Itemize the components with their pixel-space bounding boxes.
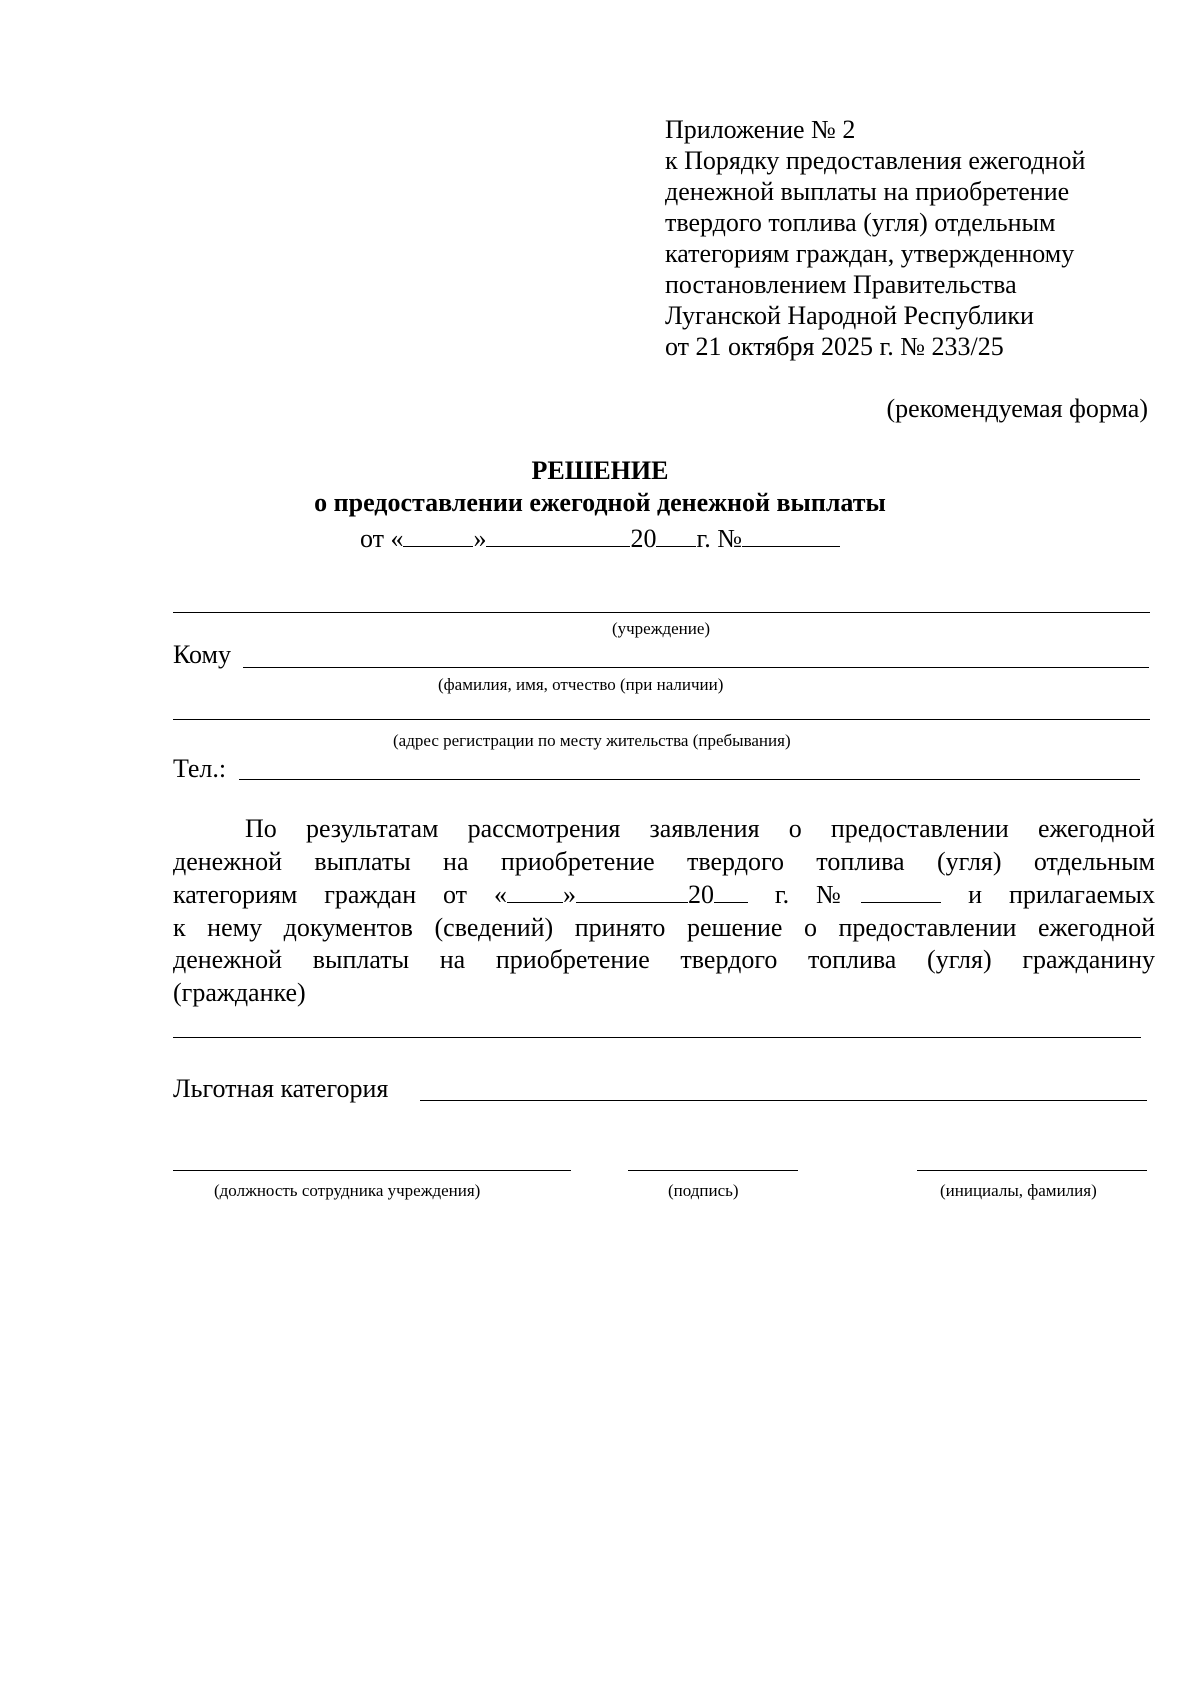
- fio-caption: (фамилия, имя, отчество (при наличии): [438, 675, 724, 694]
- paragraph-line-6: (гражданке): [173, 977, 306, 1007]
- application-year-prefix: 20: [687, 880, 714, 909]
- paragraph-line-5: денежной выплаты на приобретение твердого топлива (угля) гражданину: [173, 945, 1155, 974]
- title-main: РЕШЕНИЕ: [531, 456, 669, 485]
- phone-line[interactable]: [239, 779, 1140, 780]
- position-caption: (должность сотрудника учреждения): [214, 1181, 481, 1200]
- appendix-line: категориям граждан, утвержденному: [665, 239, 1075, 268]
- application-year-blank[interactable]: [714, 878, 748, 903]
- application-day-blank[interactable]: [507, 878, 563, 903]
- paragraph-line-3: [173, 878, 1155, 912]
- document-title: [0, 455, 1200, 519]
- name-line[interactable]: [917, 1170, 1147, 1171]
- name-caption: (инициалы, фамилия): [940, 1181, 1097, 1200]
- decision-date-line: [0, 522, 1200, 554]
- paragraph-line-1: По результатам рассмотрения заявления о предоставлении ежегодной: [245, 814, 1155, 843]
- year-prefix: 20: [630, 524, 657, 553]
- decision-paragraph: [173, 813, 1155, 1009]
- appendix-line: от 21 октября 2025 г. № 233/25: [665, 332, 1004, 361]
- address-caption: (адрес регистрации по месту жительства (пребывания): [393, 731, 791, 750]
- to-label: Кому: [173, 640, 232, 669]
- appendix-line: твердого топлива (угля) отдельным: [665, 208, 1056, 237]
- application-number-blank[interactable]: [861, 878, 941, 903]
- appendix-line: Приложение № 2: [665, 115, 856, 144]
- year-blank[interactable]: [656, 522, 696, 547]
- institution-line[interactable]: [173, 612, 1150, 613]
- month-blank[interactable]: [486, 522, 630, 547]
- day-blank[interactable]: [403, 522, 473, 547]
- citizen-name-line[interactable]: [173, 1037, 1141, 1038]
- date-close-quote: »: [473, 524, 487, 553]
- title-sub: о предоставлении ежегодной денежной выплаты: [314, 488, 886, 517]
- paragraph-line-2: денежной выплаты на приобретение твердого топлива (угля) отдельным: [173, 846, 1155, 876]
- application-month-blank[interactable]: [576, 878, 688, 903]
- application-close-quote: »: [562, 880, 576, 909]
- phone-label: Тел.:: [173, 754, 227, 783]
- appendix-line: денежной выплаты на приобретение: [665, 177, 1070, 206]
- position-line[interactable]: [173, 1170, 571, 1171]
- appendix-line: Луганской Народной Республики: [665, 301, 1034, 330]
- paragraph-line-4: к нему документов (сведений) принято решение о предоставлении ежегодной: [173, 912, 1155, 942]
- benefit-category-label: Льготная категория: [173, 1074, 389, 1103]
- benefit-category-line[interactable]: [420, 1100, 1147, 1101]
- institution-caption: (учреждение): [611, 619, 711, 638]
- appendix-line: к Порядку предоставления ежегодной: [665, 146, 1086, 175]
- recipient-name-line[interactable]: [243, 667, 1149, 668]
- year-suffix: г. №: [696, 524, 743, 553]
- signature-caption: (подпись): [668, 1181, 739, 1200]
- signature-line[interactable]: [628, 1170, 798, 1171]
- number-blank[interactable]: [742, 522, 840, 547]
- date-from-label: от «: [359, 524, 404, 553]
- attached-docs-text: и прилагаемых: [941, 880, 1155, 909]
- application-date-prefix: категориям граждан от «: [173, 880, 507, 909]
- appendix-line: постановлением Правительства: [665, 270, 1017, 299]
- application-year-suffix: г. №: [747, 880, 862, 909]
- address-line[interactable]: [173, 719, 1150, 720]
- appendix-block: [665, 114, 1085, 362]
- recommended-form-note: (рекомендуемая форма): [886, 394, 1148, 423]
